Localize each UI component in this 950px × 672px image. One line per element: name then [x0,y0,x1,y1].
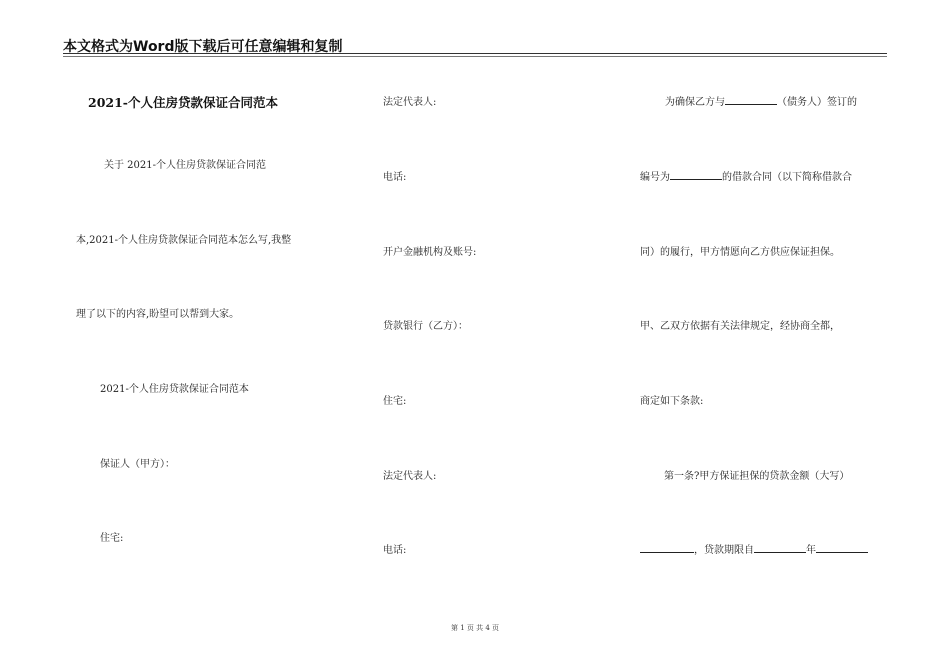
header-rule-thick [63,53,887,54]
col3-line-2 [640,168,852,183]
col3-line-4: 甲、乙双方依据有关法律规定，经协商全都， [640,321,840,332]
header-banner: 本文格式为Word版下载后可任意编辑和复制 [63,39,343,55]
col1-line-3: 理了以下的内容,盼望可以帮到大家。 [76,309,240,320]
col3-line-2-start: 编号为 [640,172,670,183]
col3-line-7 [640,541,868,556]
debtor-blank [725,94,777,105]
col2-line-3: 开户金融机构及账号: [383,247,477,258]
col2-line-5: 住宅: [383,396,407,407]
col3-line-1-end: （债务人）签订的 [777,97,857,108]
col1-line-2: 本,2021-个人住房贷款保证合同范本怎么写,我整 [76,235,292,246]
col3-line-3: 同）的履行，甲方情愿向乙方供应保证担保。 [640,247,840,258]
col3-line-6: 第一条?甲方保证担保的贷款金额（大写） [664,471,850,482]
col3-line-1-start: 为确保乙方与 [665,97,725,108]
col3-line-7-year: 年 [806,545,816,556]
col2-line-1: 法定代表人: [383,97,437,108]
col1-line-4: 2021-个人住房贷款保证合同范本 [100,384,249,395]
col1-line-6: 住宅: [100,533,124,544]
header-rule-thin [63,56,887,57]
start-year-blank [754,542,806,553]
col3-line-2-end: 的借款合同（以下简称借款合 [722,172,852,183]
col2-line-7: 电话: [383,545,407,556]
col3-line-1 [665,93,857,108]
col1-line-5: 保证人（甲方）： [100,459,175,470]
col2-line-2: 电话: [383,172,407,183]
document-title: 2021-个人住房贷款保证合同范本 [88,95,278,110]
col3-line-7-mid: ，贷款期限自 [694,545,754,556]
amount-blank [640,542,694,553]
col1-line-1: 关于 2021-个人住房贷款保证合同范 [104,160,267,171]
page-number-footer: 第 1 页 共 4 页 [450,624,500,632]
col2-line-4: 贷款银行（乙方）： [383,321,468,332]
col2-line-6: 法定代表人: [383,471,437,482]
contract-number-blank [670,169,722,180]
start-month-blank [816,542,868,553]
col3-line-5: 商定如下条款: [640,396,704,407]
